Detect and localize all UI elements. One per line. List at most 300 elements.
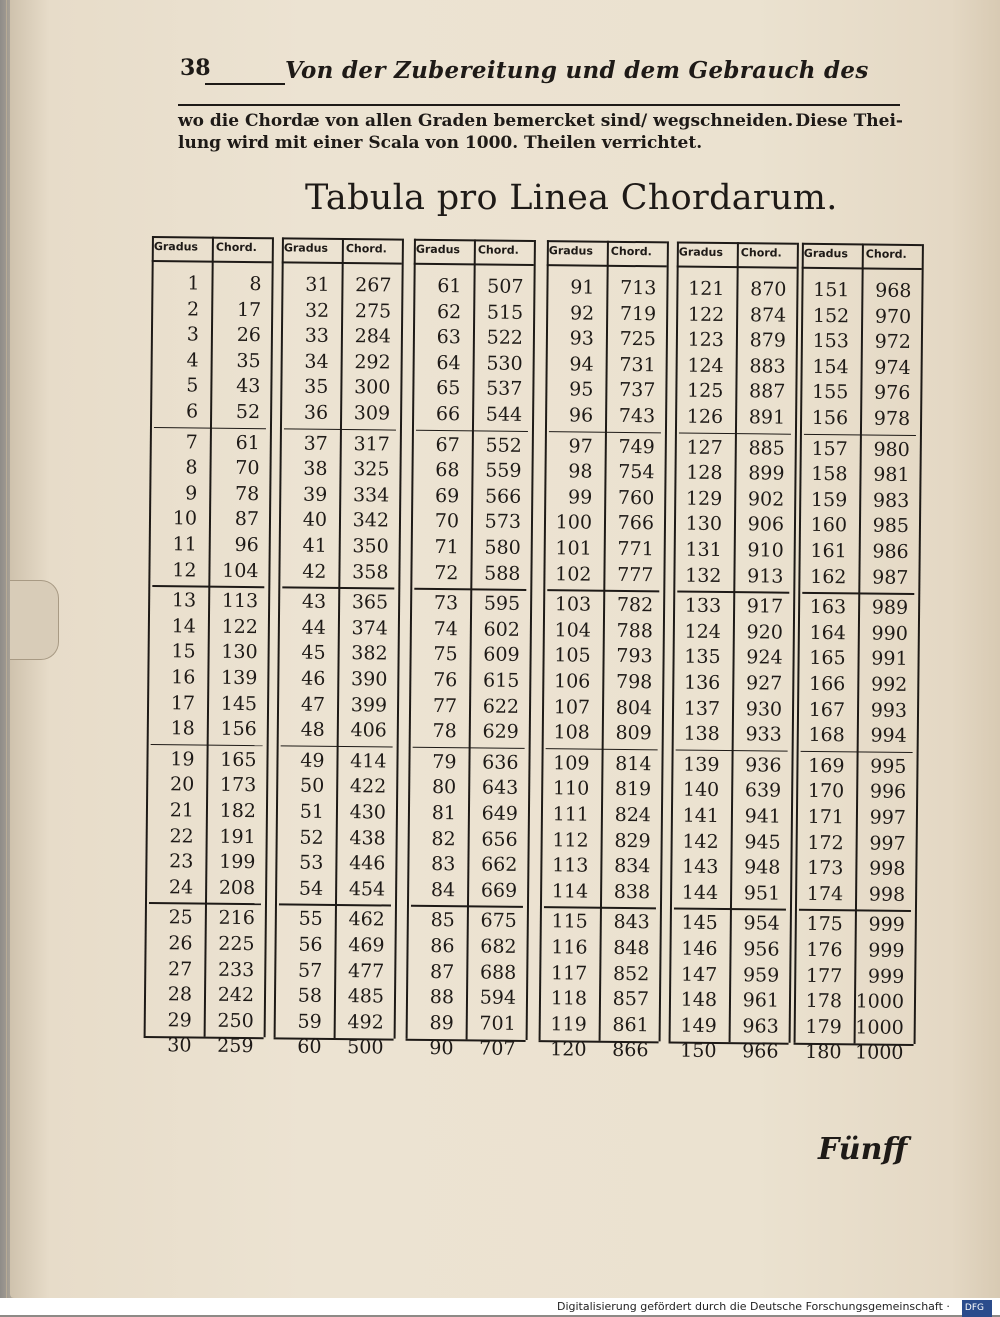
gradus-value: 84: [430, 878, 456, 902]
chord-value: 422: [349, 775, 387, 798]
chord-value: 852: [612, 962, 650, 985]
gradus-value: 103: [554, 593, 592, 616]
chord-value: 216: [218, 907, 255, 930]
chord-value: 956: [743, 938, 780, 961]
chord-value: 924: [746, 646, 783, 670]
gradus-value: 25: [168, 906, 193, 929]
chord-value: 725: [619, 328, 657, 351]
gradus-value: 29: [167, 1009, 192, 1032]
chord-value: 485: [347, 985, 385, 1008]
gradus-value: 15: [171, 640, 196, 663]
gradus-value: 43: [301, 590, 327, 614]
chord-value: 941: [744, 805, 782, 828]
chord-value: 165: [220, 748, 257, 771]
gradus-value: 38: [303, 457, 328, 481]
chord-value: 492: [347, 1010, 384, 1034]
gradus-value: 98: [568, 460, 593, 483]
gradus-value: 1: [187, 272, 200, 295]
gradus-value: 130: [685, 512, 723, 536]
gradus-value: 30: [167, 1034, 192, 1057]
table-column-pair: [405, 237, 534, 1061]
chord-value: 609: [483, 643, 520, 667]
table-column-pair: [538, 238, 667, 1062]
gradus-value: 155: [811, 381, 849, 404]
gradus-value: 16: [171, 666, 196, 689]
gradus-value: 154: [812, 355, 849, 379]
chord-value: 454: [348, 877, 386, 901]
col-header-chord: Chord.: [477, 243, 519, 257]
gradus-value: 159: [810, 488, 848, 512]
chord-value: 963: [742, 1015, 779, 1038]
chord-value: 390: [350, 668, 388, 691]
chord-value: 857: [612, 988, 650, 1011]
chord-value: 760: [617, 486, 655, 510]
gradus-value: 59: [297, 1010, 322, 1033]
gradus-value: 102: [555, 562, 592, 586]
gradus-value: 21: [169, 799, 195, 822]
top-rule: [178, 104, 900, 106]
chord-value: 824: [614, 803, 652, 827]
gradus-value: 63: [436, 326, 462, 349]
chord-value: 701: [479, 1012, 516, 1035]
gradus-value: 131: [685, 538, 722, 561]
gradus-value: 121: [688, 277, 725, 300]
gradus-value: 34: [304, 350, 329, 373]
page-edge-line: [6, 0, 7, 1315]
gradus-value: 27: [168, 957, 193, 981]
gradus-value: 173: [807, 857, 844, 880]
chord-value: 743: [618, 404, 656, 428]
chord-value: 259: [217, 1035, 254, 1058]
chord-value: 995: [870, 755, 907, 778]
gradus-value: 129: [685, 487, 723, 510]
chord-value: 325: [353, 458, 390, 481]
page-number: 38: [180, 55, 211, 81]
dfg-logo: DFG: [962, 1300, 992, 1317]
gradus-value: 142: [682, 830, 719, 853]
chord-value: 788: [616, 619, 653, 643]
chord-value: 887: [749, 380, 786, 404]
chord-value: 991: [871, 647, 908, 671]
gradus-value: 35: [304, 375, 329, 399]
col-header-gradus: Gradus: [548, 244, 594, 258]
chord-value: 275: [354, 299, 392, 323]
gradus-value: 46: [301, 667, 326, 690]
gradus-value: 151: [813, 278, 850, 302]
column-rule-middle: [466, 239, 476, 1039]
gradus-value: 22: [169, 824, 194, 848]
gradus-value: 70: [434, 510, 460, 533]
chord-value: 891: [748, 406, 786, 429]
chord-value: 414: [350, 749, 387, 773]
gradus-value: 56: [298, 933, 323, 956]
gradus-value: 146: [681, 937, 718, 960]
chord-value: 936: [745, 754, 782, 777]
gradus-value: 112: [552, 828, 589, 852]
gradus-value: 78: [432, 720, 457, 743]
gradus-value: 65: [436, 377, 461, 400]
digitization-footer: [0, 1298, 1000, 1315]
gradus-value: 147: [680, 963, 718, 986]
chord-value: 985: [872, 514, 910, 538]
gradus-value: 174: [806, 882, 844, 906]
gradus-value: 8: [185, 456, 198, 479]
chord-value: 70: [235, 457, 260, 480]
chord-value: 981: [873, 463, 910, 487]
gradus-value: 42: [302, 560, 327, 583]
chord-value: 782: [616, 594, 654, 617]
chord-value: 602: [483, 618, 520, 641]
chord-value: 446: [349, 852, 386, 875]
gradus-value: 177: [805, 964, 843, 987]
gradus-value: 158: [811, 463, 848, 486]
chord-value: 292: [354, 350, 391, 374]
chord-value: 595: [483, 592, 521, 616]
gradus-value: 48: [300, 718, 325, 742]
gradus-value: 180: [805, 1041, 842, 1064]
gradus-value: 17: [170, 691, 196, 715]
gradus-value: 124: [684, 620, 721, 643]
gradus-value: 122: [687, 303, 725, 326]
gradus-value: 136: [683, 671, 721, 694]
gradus-value: 94: [569, 353, 594, 376]
chord-value: 731: [619, 353, 656, 377]
chord-value: 156: [220, 717, 257, 741]
chord-value: 643: [481, 776, 519, 800]
chord-value: 902: [747, 488, 785, 511]
chord-table: [143, 234, 912, 1072]
chord-value: 438: [349, 826, 386, 850]
intro-paragraph: [178, 110, 903, 154]
chord-value: 399: [350, 693, 388, 717]
column-rule-middle: [204, 237, 214, 1037]
chord-value: 250: [217, 1009, 254, 1032]
chord-value: 515: [486, 301, 524, 324]
chord-value: 906: [747, 513, 785, 537]
gradus-value: 13: [171, 589, 197, 612]
chord-value: 267: [355, 274, 392, 297]
chord-value: 970: [874, 305, 912, 328]
gradus-value: 28: [167, 983, 193, 1006]
col-header-chord: Chord.: [345, 242, 387, 256]
gradus-value: 68: [435, 459, 460, 482]
intro-line-1-end: Diese Thei-: [795, 111, 903, 131]
chord-value: 998: [869, 857, 906, 881]
chord-value: 225: [218, 932, 255, 956]
gradus-value: 49: [300, 749, 325, 772]
gradus-value: 92: [569, 301, 595, 325]
chord-value: 522: [486, 326, 524, 350]
column-rule-right: [659, 241, 669, 1041]
chord-value: 350: [352, 535, 389, 558]
gradus-value: 114: [551, 880, 589, 903]
chord-value: 430: [349, 801, 387, 824]
gradus-value: 141: [682, 804, 720, 827]
gradus-value: 64: [436, 351, 461, 375]
gradus-value: 126: [686, 405, 724, 428]
chord-value: 688: [479, 961, 517, 984]
chord-value: 997: [869, 832, 906, 855]
gradus-value: 87: [429, 960, 455, 983]
gradus-value: 83: [431, 853, 456, 876]
col-header-gradus: Gradus: [283, 241, 329, 255]
gradus-value: 72: [434, 561, 459, 584]
chord-value: 959: [742, 963, 780, 987]
chord-value: 861: [612, 1013, 649, 1037]
chord-value: 173: [219, 774, 257, 797]
column-rule-middle: [729, 242, 739, 1042]
chord-value: 707: [479, 1037, 516, 1061]
chord-value: 682: [480, 935, 517, 958]
table-column-pair: [143, 234, 272, 1058]
gradus-value: 52: [299, 826, 324, 849]
chord-value: 980: [873, 438, 910, 461]
gradus-value: 54: [298, 877, 324, 900]
gradus-value: 160: [810, 514, 848, 537]
gradus-value: 81: [431, 801, 457, 825]
gradus-value: 95: [569, 378, 594, 402]
chord-value: 130: [221, 641, 258, 664]
chord-value: 233: [217, 958, 255, 981]
chord-value: 104: [222, 559, 259, 582]
gradus-value: 3: [186, 323, 200, 346]
col-header-gradus: Gradus: [153, 240, 199, 254]
gradus-value: 44: [301, 616, 327, 639]
gradus-value: 55: [298, 907, 323, 931]
chord-value: 629: [482, 720, 519, 744]
chord-value: 242: [217, 983, 255, 1007]
chord-value: 999: [868, 939, 905, 962]
chord-value: 974: [874, 356, 911, 379]
chord-value: 1000: [855, 990, 905, 1014]
chord-value: 966: [742, 1040, 779, 1063]
gradus-value: 162: [810, 565, 847, 588]
gradus-value: 74: [433, 617, 458, 641]
gradus-value: 104: [554, 619, 591, 642]
gradus-value: 60: [297, 1035, 322, 1059]
gradus-value: 144: [681, 881, 719, 904]
gradus-value: 18: [170, 717, 195, 740]
gradus-value: 140: [682, 778, 720, 802]
gradus-value: 96: [568, 404, 594, 427]
chord-value: 883: [749, 355, 786, 378]
gradus-value: 51: [299, 800, 325, 823]
chord-value: 777: [617, 563, 654, 586]
chord-value: 809: [615, 722, 652, 745]
chord-value: 122: [221, 615, 259, 638]
column-rule-left: [669, 241, 679, 1041]
chord-value: 814: [615, 752, 652, 776]
gradus-value: 62: [436, 300, 462, 323]
chord-value: 530: [486, 352, 523, 375]
chord-value: 8: [249, 273, 262, 296]
gradus-value: 176: [806, 938, 843, 962]
table-column-pair: [668, 239, 797, 1063]
gradus-value: 124: [687, 354, 724, 377]
chord-value: 983: [872, 489, 910, 512]
chord-value: 284: [354, 325, 392, 348]
chord-value: 594: [479, 986, 517, 1010]
chord-value: 649: [481, 802, 519, 825]
footer-text: Digitalisierung gefördert durch die Deutsche Forschungsgemeinschaft ·: [556, 1300, 950, 1313]
gradus-value: 101: [555, 537, 592, 560]
gradus-value: 79: [432, 750, 457, 774]
chord-value: 87: [234, 508, 260, 531]
gradus-value: 117: [550, 961, 588, 985]
gradus-value: 175: [806, 913, 843, 936]
gradus-value: 132: [685, 564, 722, 587]
chord-value: 771: [617, 537, 654, 561]
chord-value: 927: [745, 672, 783, 695]
chord-value: 358: [352, 560, 389, 584]
gradus-value: 128: [686, 461, 723, 485]
table-column-pair: [273, 235, 402, 1059]
chord-value: 300: [354, 376, 391, 399]
column-rule-right: [264, 237, 274, 1037]
header-rule: [205, 83, 285, 85]
chord-value: 793: [616, 645, 653, 668]
chord-value: 999: [868, 913, 905, 937]
chord-value: 804: [615, 696, 653, 719]
chord-value: 1000: [855, 1016, 904, 1039]
gradus-value: 149: [680, 1014, 717, 1037]
gradus-value: 6: [185, 400, 199, 423]
gradus-value: 76: [433, 668, 458, 692]
gradus-value: 7: [185, 430, 198, 454]
col-header-gradus: Gradus: [678, 245, 724, 259]
page-tab-mark: [10, 580, 59, 660]
chord-value: 993: [870, 699, 908, 722]
chord-value: 987: [872, 566, 909, 589]
chord-value: 994: [870, 724, 907, 748]
gradus-value: 90: [429, 1037, 454, 1060]
chord-value: 675: [480, 909, 517, 933]
gradus-value: 9: [185, 482, 198, 505]
gradus-value: 169: [808, 754, 845, 778]
chord-value: 382: [351, 642, 388, 665]
chord-value: 968: [875, 279, 912, 302]
chord-value: 500: [347, 1036, 384, 1059]
gradus-value: 37: [303, 432, 328, 455]
gradus-value: 82: [431, 827, 456, 850]
chord-value: 766: [617, 512, 655, 535]
chord-value: 910: [747, 539, 784, 562]
gradus-value: 58: [297, 984, 323, 1008]
gradus-value: 33: [304, 324, 330, 348]
gradus-value: 4: [186, 349, 199, 372]
gradus-value: 165: [809, 647, 846, 670]
chord-value: 566: [484, 485, 522, 508]
gradus-value: 99: [567, 486, 593, 509]
chord-value: 191: [219, 825, 256, 848]
gradus-value: 53: [299, 851, 324, 875]
gradus-value: 115: [551, 910, 588, 933]
gradus-value: 179: [805, 1015, 842, 1039]
gradus-value: 93: [569, 327, 595, 350]
column-rule-right: [394, 239, 404, 1039]
gradus-value: 172: [807, 831, 844, 854]
chord-value: 1000: [854, 1041, 904, 1065]
running-header: [175, 55, 895, 91]
running-title: Von der Zubereitung und dem Gebrauch des: [285, 57, 869, 84]
chord-value: 182: [219, 799, 257, 823]
gradus-value: 73: [433, 592, 459, 615]
gradus-value: 111: [552, 803, 590, 826]
col-header-gradus: Gradus: [803, 246, 849, 261]
gradus-value: 41: [302, 534, 327, 557]
gradus-value: 109: [553, 752, 590, 775]
chord-value: 954: [743, 912, 780, 936]
chord-value: 870: [750, 278, 787, 301]
gradus-value: 89: [429, 1011, 454, 1034]
chord-value: 998: [868, 883, 906, 906]
chord-value: 989: [871, 596, 909, 620]
gradus-value: 123: [687, 328, 725, 352]
chord-value: 838: [613, 880, 651, 904]
gradus-value: 167: [808, 698, 846, 721]
table-column-pair: [793, 241, 922, 1065]
gradus-value: 156: [811, 406, 849, 430]
gradus-value: 11: [172, 533, 197, 556]
chord-value: 754: [618, 461, 655, 484]
gradus-value: 161: [810, 539, 847, 563]
gradus-value: 39: [302, 483, 328, 506]
gradus-value: 178: [805, 990, 843, 1013]
gradus-value: 139: [683, 753, 720, 776]
chord-value: 544: [485, 403, 523, 426]
chord-value: 552: [485, 434, 522, 457]
gradus-value: 157: [811, 437, 848, 460]
chord-value: 719: [619, 302, 657, 325]
chord-value: 374: [351, 616, 388, 640]
chord-value: 477: [347, 959, 385, 983]
gradus-value: 118: [550, 987, 588, 1010]
chord-value: 819: [614, 778, 652, 801]
gradus-value: 100: [555, 511, 593, 535]
chord-value: 749: [618, 435, 655, 458]
chord-value: 622: [482, 695, 520, 718]
chord-value: 992: [870, 673, 908, 696]
gradus-value: 5: [186, 374, 199, 397]
chord-value: 933: [745, 723, 782, 746]
chord-value: 913: [747, 564, 784, 588]
chord-value: 78: [234, 482, 260, 505]
chord-value: 334: [352, 483, 390, 507]
chord-value: 986: [872, 540, 909, 563]
chord-value: 951: [743, 882, 781, 905]
column-rule-left: [406, 239, 416, 1039]
gradus-value: 97: [568, 434, 593, 458]
chord-value: 559: [485, 459, 522, 483]
chord-value: 990: [871, 622, 908, 645]
gradus-value: 91: [570, 276, 595, 299]
gradus-value: 20: [169, 773, 195, 796]
gradus-value: 105: [554, 644, 591, 668]
gradus-value: 120: [550, 1038, 587, 1061]
chord-value: 997: [869, 806, 907, 829]
chord-value: 874: [749, 303, 787, 327]
chord-value: 615: [482, 669, 520, 692]
gradus-value: 116: [551, 936, 588, 959]
chord-value: 469: [348, 934, 385, 957]
chord-value: 834: [614, 855, 651, 878]
column-rule-middle: [599, 241, 609, 1041]
chord-value: 713: [620, 276, 657, 300]
chord-value: 43: [236, 375, 261, 398]
chord-value: 406: [350, 719, 387, 742]
gradus-value: 14: [171, 615, 197, 638]
gradus-value: 88: [429, 986, 455, 1009]
